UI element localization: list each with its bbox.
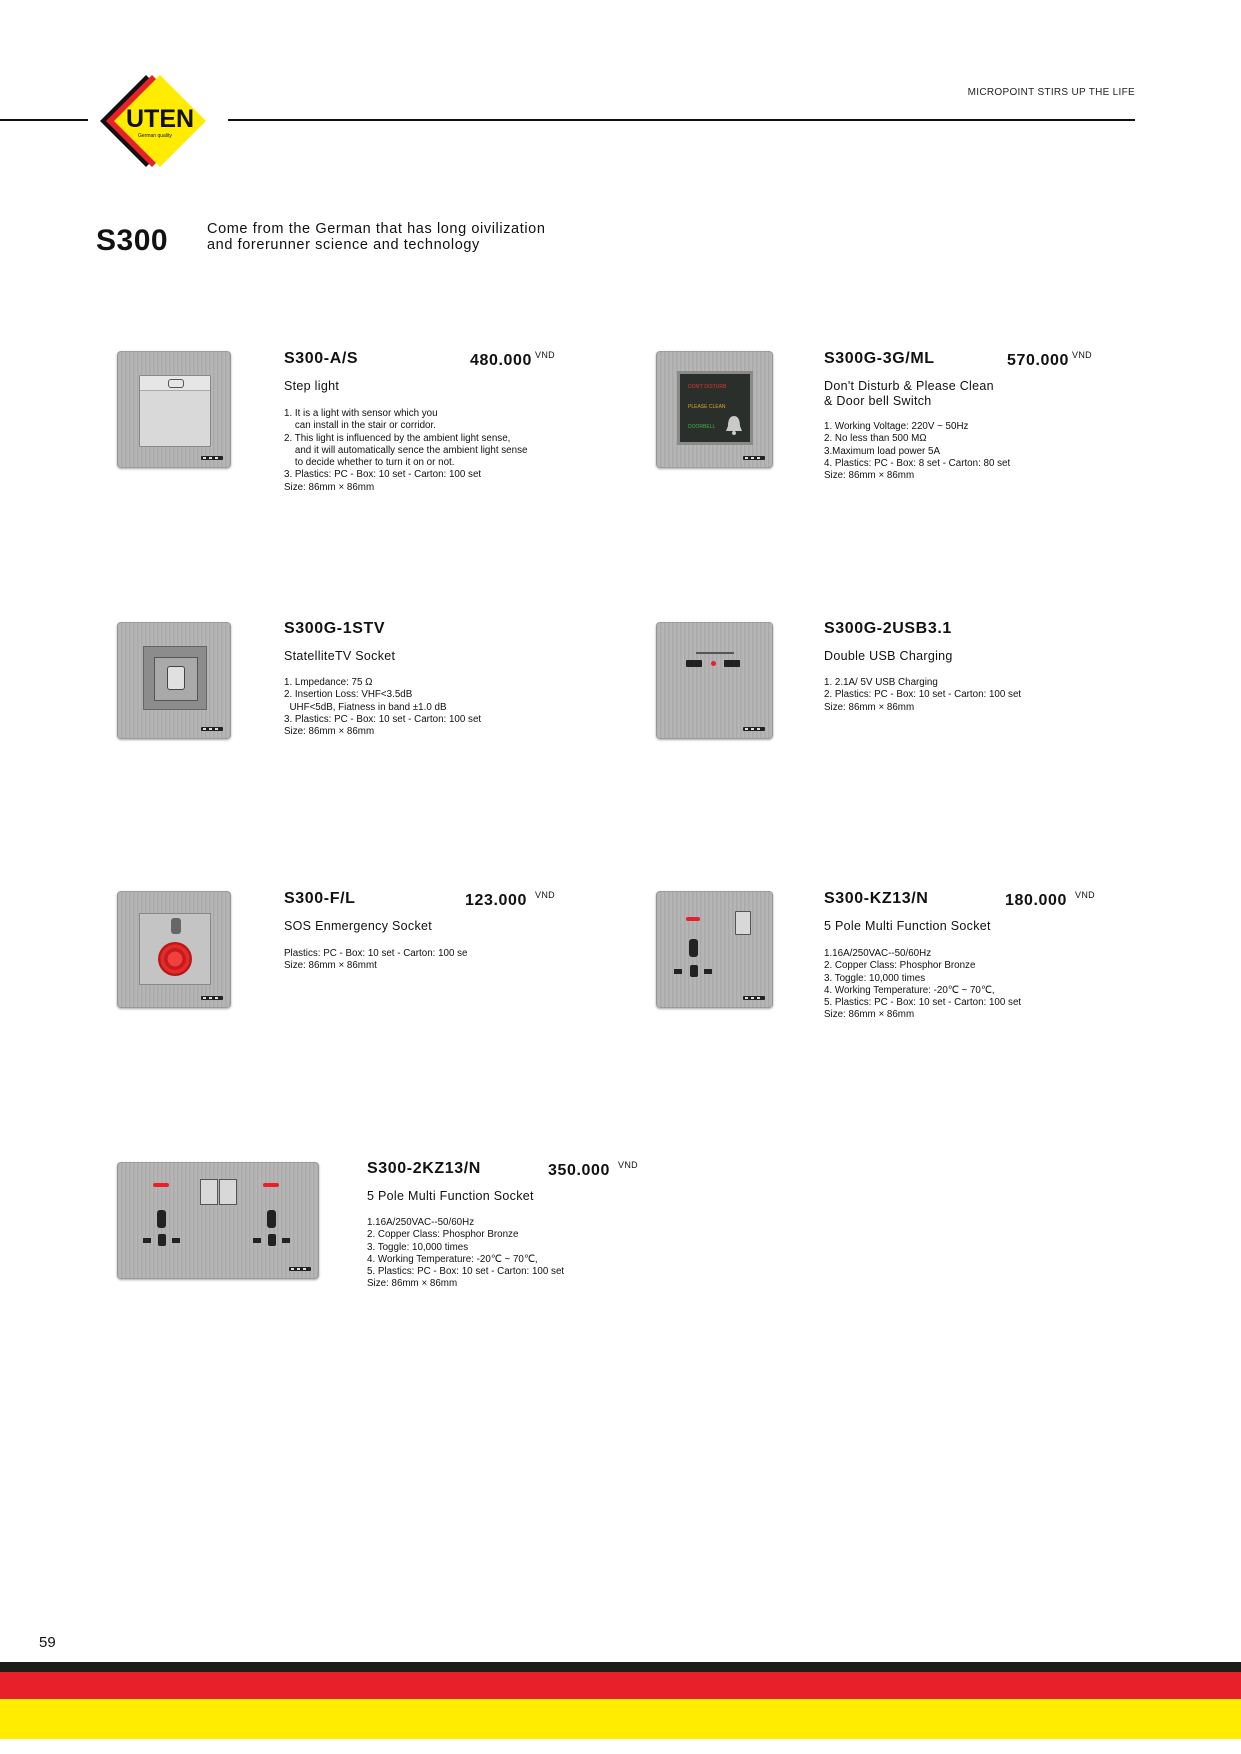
series-description-line2: and forerunner science and technology xyxy=(207,237,480,253)
plate-logo xyxy=(289,1267,311,1271)
product-price: 180.000 $^{VND}$ xyxy=(1005,890,1095,909)
socket-pin-icon xyxy=(157,1210,166,1228)
product-specs: 1. It is a light with sensor which you can install in the stair or corridor. 2. This light is influenced by the ambient light sense, and it will automatically sence the ambient light sense to decide whether to turn it on or not. 3. Plastics: PC - Box: 10 set - Carton: 100 set Size: 86mm × 86mm xyxy=(284,408,528,493)
plate-logo xyxy=(743,996,765,1000)
footer-band-black xyxy=(0,1662,1241,1672)
tagline: MICROPOINT STIRS UP THE LIFE xyxy=(967,87,1135,98)
coax-connector-icon xyxy=(167,666,185,690)
socket-pin-icon xyxy=(689,939,698,957)
product-image-dnd-switch xyxy=(656,351,773,468)
product-price: 570.000 $^{VND}$ xyxy=(1007,350,1092,369)
product-price: 350.000 $^{VND}$ xyxy=(548,1160,638,1179)
product-name: Step light xyxy=(284,379,340,393)
product-specs: Plastics: PC - Box: 10 set - Carton: 100 se Size: 86mm × 86mmt xyxy=(284,948,468,972)
footer-band-red xyxy=(0,1672,1241,1699)
toggle-switch xyxy=(735,911,751,935)
product-code: S300-KZ13/N xyxy=(824,890,929,907)
sos-module xyxy=(139,913,211,985)
tv-socket-module xyxy=(143,646,207,710)
logo-wordmark: UTEN xyxy=(126,105,195,133)
dnd-glass-panel xyxy=(677,371,753,445)
socket-pin-icon xyxy=(267,1210,276,1228)
indicator-light xyxy=(711,661,716,666)
product-specs: 1. Lmpedance: 75 Ω 2. Insertion Loss: VHF<3.5dB UHF<5dB, Fiatness in band ±1.0 dB 3. Plastics: PC - Box: 10 set - Carton: 100 set Size: 86mm × 86mm xyxy=(284,677,482,738)
plate-logo xyxy=(743,456,765,460)
product-code: S300-F/L xyxy=(284,890,356,907)
series-description xyxy=(207,221,567,253)
key-icon xyxy=(171,918,181,934)
header-rule-right xyxy=(228,119,1135,121)
product-code: S300G-2USB3.1 xyxy=(824,620,952,637)
product-code: S300-A/S xyxy=(284,350,359,367)
product-specs: 1.16A/250VAC--50/60Hz 2. Copper Class: Phosphor Bronze 3. Toggle: 10,000 times 4. Working Temperature: -20℃ ~ 70℃, 5. Plastics: PC - Box: 10 set - Carton: 100 set Size: 86mm × 86mm xyxy=(367,1217,565,1290)
uten-logo xyxy=(96,71,212,171)
plate-logo xyxy=(201,727,223,731)
header-rule-left xyxy=(0,119,88,121)
product-name: StatelliteTV Socket xyxy=(284,649,396,663)
product-image-sos-socket xyxy=(117,891,231,1008)
toggle-switch xyxy=(219,1179,237,1205)
product-image-double-multi-socket xyxy=(117,1162,319,1279)
product-specs: 1. 2.1A/ 5V USB Charging 2. Plastics: PC - Box: 10 set - Carton: 100 set Size: 86mm × 86mm xyxy=(824,677,1022,713)
product-price: 480.000 $^{VND}$ xyxy=(470,350,555,369)
product-code: S300G-1STV xyxy=(284,620,386,637)
bell-icon xyxy=(724,414,744,436)
plate-logo xyxy=(201,996,223,1000)
product-name: 5 Pole Multi Function Socket xyxy=(824,919,991,933)
clean-label: PLEASE CLEAN xyxy=(688,404,726,410)
dnd-label: DON'T DISTURB xyxy=(688,384,727,390)
indicator-light xyxy=(686,917,700,921)
series-code: S300 xyxy=(96,224,169,257)
toggle-switch xyxy=(200,1179,218,1205)
indicator-light xyxy=(263,1183,279,1187)
product-image-usb-charger xyxy=(656,622,773,739)
product-code: S300G-3G/ML xyxy=(824,350,935,367)
footer-band-yellow xyxy=(0,1699,1241,1739)
page-number: 59 xyxy=(39,1634,56,1651)
product-image-tv-socket xyxy=(117,622,231,739)
sensor-icon xyxy=(168,379,184,388)
product-image-multi-socket xyxy=(656,891,773,1008)
product-specs: 1.16A/250VAC--50/60Hz 2. Copper Class: Phosphor Bronze 3. Toggle: 10,000 times 4. Working Temperature: -20℃ ~ 70℃, 5. Plastics: PC - Box: 10 set - Carton: 100 set Size: 86mm × 86mm xyxy=(824,948,1022,1021)
plate-logo xyxy=(743,727,765,731)
plate-logo xyxy=(201,456,223,460)
indicator-light xyxy=(153,1183,169,1187)
product-name: Don't Disturb & Please Clean & Door bell Switch xyxy=(824,379,994,408)
doorbell-label: DOORBELL xyxy=(688,424,716,430)
product-name: SOS Enmergency Socket xyxy=(284,919,433,933)
logo-subtext: German quality xyxy=(138,133,172,139)
usb-port-icon xyxy=(686,660,702,667)
sensor-panel xyxy=(139,375,211,447)
product-price: 123.000 $^{VND}$ xyxy=(465,890,555,909)
product-name: Double USB Charging xyxy=(824,649,953,663)
series-description-line1: Come from the German that has long oivilization xyxy=(207,221,546,237)
product-image-step-light xyxy=(117,351,231,468)
product-name: 5 Pole Multi Function Socket xyxy=(367,1189,534,1203)
product-specs: 1. Working Voltage: 220V ~ 50Hz 2. No less than 500 MΩ 3.Maximum load power 5A 4. Plastics: PC - Box: 8 set - Carton: 80 set Size: 86mm × 86mm xyxy=(824,421,1011,482)
product-code: S300-2KZ13/N xyxy=(367,1160,481,1177)
sos-button xyxy=(158,942,192,976)
usb-port-icon xyxy=(724,660,740,667)
